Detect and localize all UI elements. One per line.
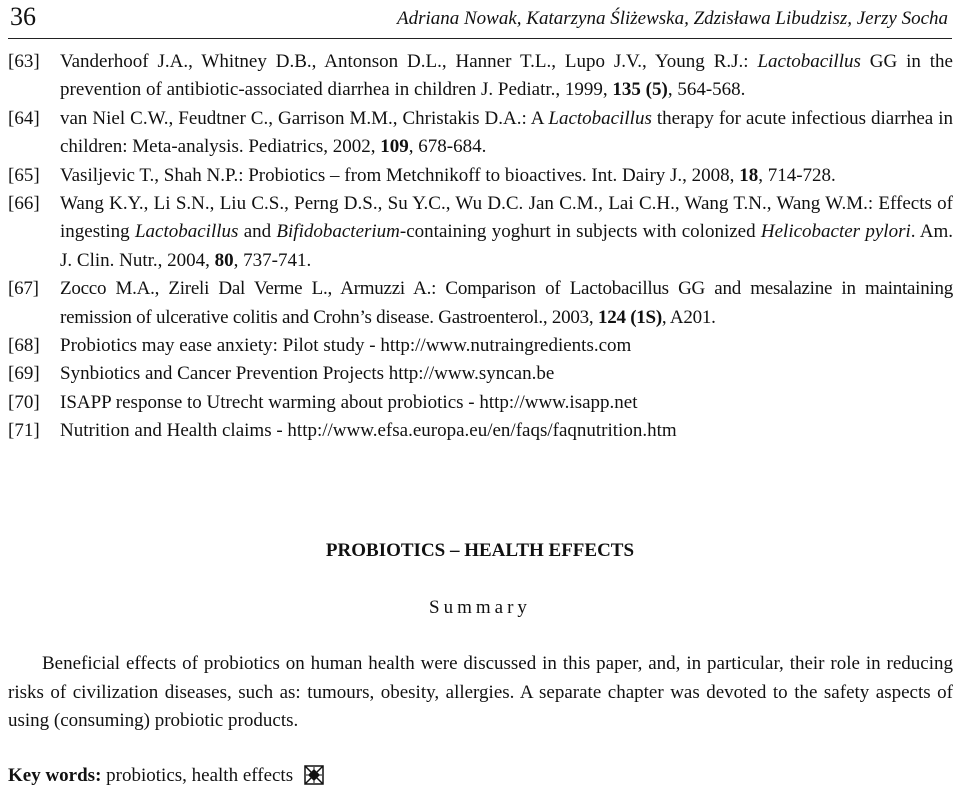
reference-item: [66] Wang K.Y., Li S.N., Liu C.S., Perng D.S., Su Y.C., Wu D.C. Jan C.M., Lai C.H., Wang T.N., Wang W.M.: Effects of ingesting Lactobacillus and Bifidobacterium-containing yoghurt in subjects with colonized Helicobacter pylori. Am. J. Clin. Nutr., 2004, 80, 737-741. bbox=[8, 193, 953, 271]
reference-item: [64] van Niel C.W., Feudtner C., Garrison M.M., Christakis D.A.: A Lactobacillus therapy for acute infectious diarrhea in children: Meta-analysis. Pediatrics, 2002, 109, 678-684. bbox=[8, 107, 953, 158]
summary-heading: Summary bbox=[429, 597, 531, 618]
page-number: 36 bbox=[10, 2, 36, 31]
ornament-end-icon bbox=[304, 765, 324, 791]
reference-item: [68] Probiotics may ease anxiety: Pilot study - http://www.nutraingredients.com bbox=[8, 335, 632, 357]
reference-item: [65] Vasiljevic T., Shah N.P.: Probiotics – from Metchnikoff to bioactives. Int. Dairy J., 2008, 18, 714-728. bbox=[8, 164, 836, 186]
summary-text: Beneficial effects of probiotics on human health were discussed in this paper, and, in particular, their role in reducing risks of civilization diseases, such as: tumours, obesity, allergies. A separate chapter was devoted to the safety aspects of using (consuming) probiotic products. bbox=[8, 653, 953, 731]
reference-item: [70] ISAPP response to Utrecht warming about probiotics - http://www.isapp.net bbox=[8, 391, 638, 413]
reference-list bbox=[8, 48, 953, 446]
reference-item: [67] Zocco M.A., Zireli Dal Verme L., Armuzzi A.: Comparison of Lactobacillus GG and mesalazine in maintaining remission of ulcerative colitis and Crohn’s disease. Gastroenterol., 2003, 124 (1S), A201. bbox=[8, 278, 953, 328]
reference-item: [71] Nutrition and Health claims - http://www.efsa.europa.eu/en/faqs/faqnutrition.htm bbox=[8, 420, 677, 442]
keywords-value: probiotics, health effects bbox=[101, 765, 294, 786]
running-head-authors: Adriana Nowak, Katarzyna Śliżewska, Zdzisława Libudzisz, Jerzy Socha bbox=[396, 8, 948, 29]
keywords-label: Key words: bbox=[8, 765, 102, 786]
english-title: PROBIOTICS – HEALTH EFFECTS bbox=[325, 540, 635, 561]
keywords-line bbox=[8, 765, 324, 791]
reference-item: [63] Vanderhoof J.A., Whitney D.B., Antonson D.L., Hanner T.L., Lupo J.V., Young R.J.: Lactobacillus GG in the prevention of antibiotic-associated diarrhea in children J. Pediatr., 1999, 135 (5), 564-568. bbox=[8, 51, 953, 101]
reference-item: [69] Synbiotics and Cancer Prevention Projects http://www.syncan.be bbox=[8, 363, 555, 385]
page-header bbox=[8, 0, 952, 39]
